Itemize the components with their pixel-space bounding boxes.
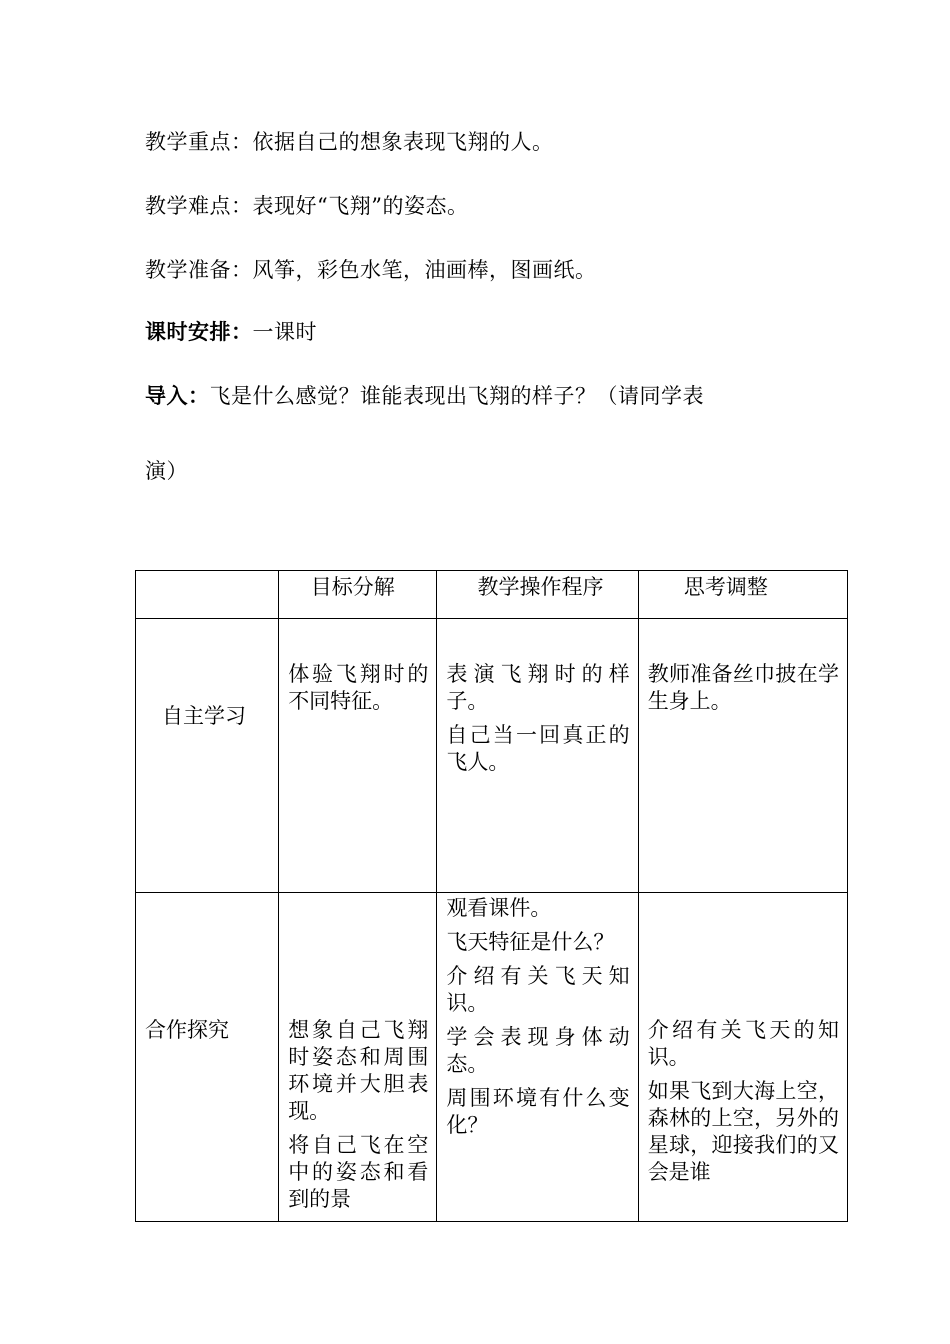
teaching-preparation: 教学准备：风筝，彩色水笔，油画棒，图画纸。	[145, 258, 597, 282]
lead-in	[145, 382, 704, 410]
reflection-note: 如果飞到大海上空，森林的上空，另外的星球，迎接我们的又会是谁	[647, 1079, 839, 1184]
procedure-cell	[437, 893, 638, 1222]
table-header-row	[136, 571, 848, 619]
procedure-step: 自己当一回真正的飞人。	[446, 723, 630, 774]
lead-in-text-line2: 演）	[145, 459, 188, 483]
reflection-cell	[638, 893, 847, 1222]
procedure-step: 介绍有关飞天知识。	[446, 964, 630, 1015]
table-row	[136, 893, 848, 1222]
lesson-schedule	[145, 318, 317, 346]
goal-text: 体验飞翔时的不同特征。	[288, 662, 429, 713]
lead-in-label: 导入：	[145, 383, 210, 408]
row-label-cell	[136, 619, 279, 893]
header-cell-goals: 目标分解	[279, 571, 437, 619]
row-label: 合作探究	[145, 1018, 229, 1042]
procedure-step: 观看课件。	[446, 896, 552, 920]
goal-text: 将自己飞在空中的姿态和看到的景	[288, 1133, 429, 1211]
goal-text: 想象自己飞翔时姿态和周围环境并大胆表现。	[288, 1018, 429, 1123]
procedure-cell	[437, 619, 638, 893]
lead-in-text-line1: 飞是什么感觉？谁能表现出飞翔的样子？（请同学表	[209, 384, 704, 408]
procedure-step: 周围环境有什么变化？	[446, 1086, 630, 1137]
reflection-note: 介绍有关飞天的知识。	[647, 1018, 839, 1069]
table-row	[136, 619, 848, 893]
row-label: 自主学习	[162, 704, 246, 728]
lesson-plan-table	[135, 570, 848, 1222]
lesson-schedule-value: 一课时	[252, 320, 317, 344]
header-cell-reflection: 思考调整	[638, 571, 847, 619]
teaching-key-point: 教学重点：依据自己的想象表现飞翔的人。	[145, 130, 554, 154]
reflection-cell	[638, 619, 847, 893]
reflection-note: 教师准备丝巾披在学生身上。	[647, 662, 839, 713]
header-cell-procedure: 教学操作程序	[437, 571, 638, 619]
teaching-difficulty: 教学难点：表现好“飞翔”的姿态。	[145, 194, 469, 218]
procedure-step: 学会表现身体动态。	[446, 1025, 630, 1076]
goals-cell	[279, 893, 437, 1222]
row-label-cell	[136, 893, 279, 1222]
goals-cell	[279, 619, 437, 893]
procedure-step: 飞天特征是什么？	[446, 930, 615, 954]
header-cell-empty	[136, 571, 279, 619]
lesson-schedule-label: 课时安排：	[145, 319, 253, 344]
procedure-step: 表演飞翔时的样子。	[446, 662, 630, 713]
